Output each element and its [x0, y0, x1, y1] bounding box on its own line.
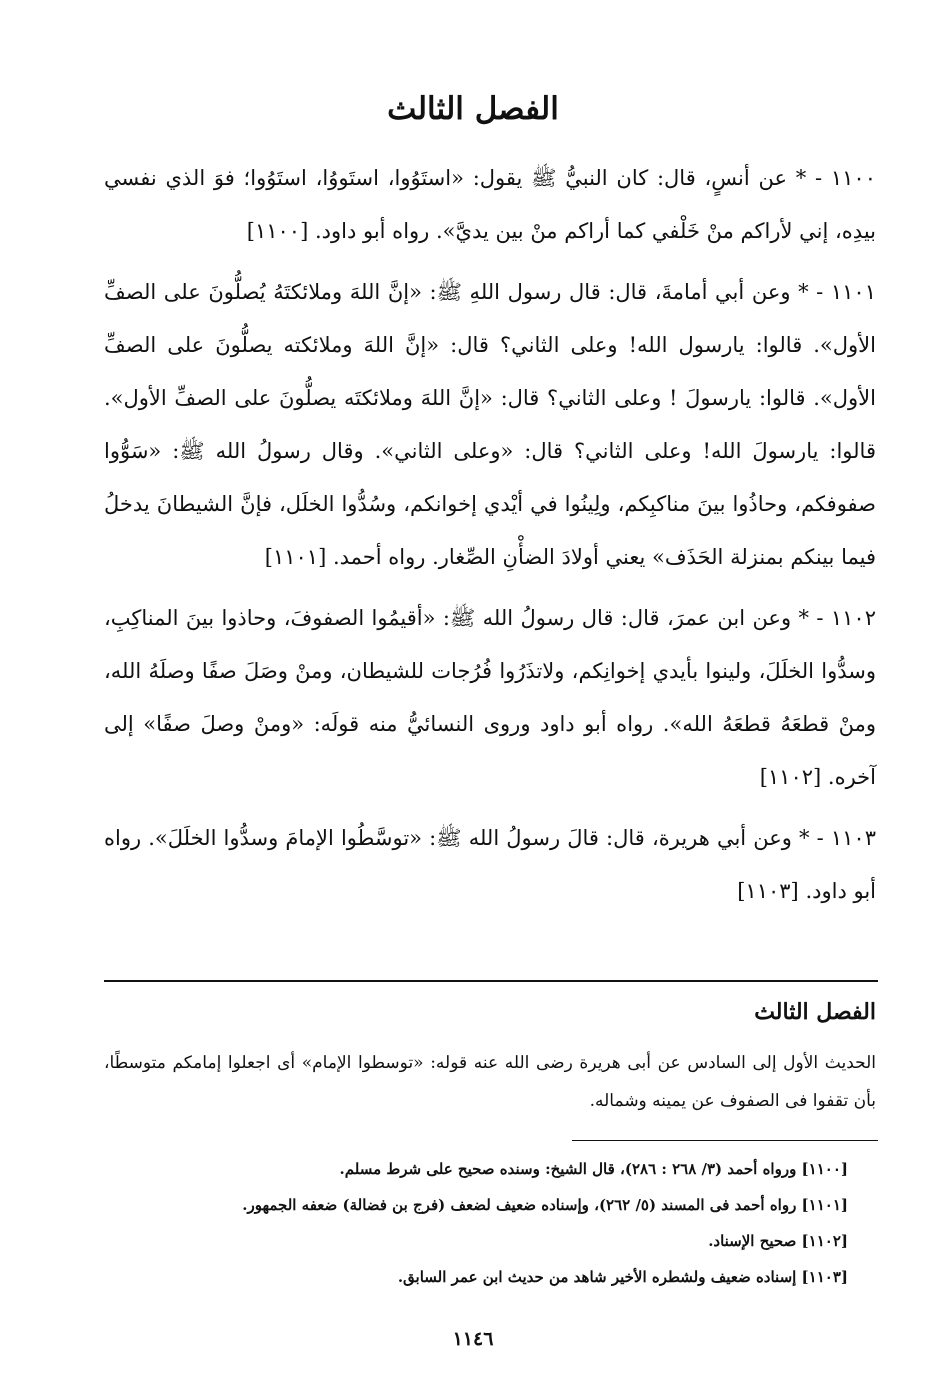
hadith-1100 [104, 152, 876, 258]
hadith-text: ١١٠١ - * وعن أبي أمامةَ، قال: قال رسول اللهِ ﷺ: «إنَّ اللهَ وملائكتَهُ يُصلُّونَ على الصفِّ الأول». قالوا: يارسول الله! وعلى الثاني؟ قال: «إنَّ اللهَ وملائكته يصلُّونَ على الصفِّ الأول». قالوا: يارسولَ ! وعلى الثاني؟ قال: «إنَّ اللهَ وملائكتَه يصلُّونَ على الصفِّ الأول». قالوا: يارسولَ الله! وعلى الثاني؟ قال: «وعلى الثاني». وقال رسولُ الله ﷺ: «سَوُّوا صفوفكم، وحاذُوا بينَ مناكبِكم، ولِينُوا في أيْدي إخوانكم، وسُدُّوا الخلَل، فإنَّ الشيطانَ يدخلُ فيما بينكم بمنزلة الحَذَف» يعني أولادَ الضأْنِ الصِّغار. رواه أحمد. [104, 280, 876, 569]
commentary-title: الفصل الثالث [754, 999, 876, 1025]
footnote-divider [572, 1140, 878, 1141]
hadith-1102 [104, 592, 876, 804]
footnote-1102: [١١٠٢] صحيح الإسناد. [708, 1232, 848, 1250]
hadith-reference: [١١٠١] [264, 545, 327, 569]
hadith-text: ١١٠٣ - * وعن أبي هريرة، قال: قالَ رسولُ الله ﷺ: «توسَّطُوا الإمامَ وسدُّوا الخلَلَ». رواه أبو داود. [104, 826, 876, 903]
footnotes-list [104, 1151, 848, 1295]
hadith-section [104, 152, 876, 926]
hadith-1103 [104, 812, 876, 918]
commentary-text: الحديث الأول إلى السادس عن أبى هريرة رضى الله عنه قوله: «توسطوا الإمام» أى اجعلوا إمامكم متوسطًا، بأن تقفوا فى الصفوف عن يمينه وشماله. [104, 1053, 876, 1111]
hadith-reference: [١١٠٠] [246, 219, 309, 243]
footnote-1100: [١١٠٠] ورواه أحمد (٣/ ٢٦٨ : ٢٨٦)، قال الشيخ: وسنده صحيح على شرط مسلم. [339, 1160, 848, 1178]
footnote-1103: [١١٠٣] إسناده ضعيف ولشطره الأخير شاهد من حديث ابن عمر السابق. [397, 1268, 848, 1286]
page-number: ١١٤٦ [452, 1328, 494, 1350]
hadith-text: ١١٠٢ - * وعن ابن عمرَ، قال: قال رسولُ الله ﷺ: «أقيمُوا الصفوفَ، وحاذوا بينَ المناكِبِ، وسدُّوا الخلَلَ، ولينوا بأيدي إخوانِكم، ولاتذَرُوا فُرُجات للشيطان، ومنْ وصَلَ صفًا وصلَهُ الله، ومنْ قطعَهُ قطعَهُ الله». رواه أبو داود وروى النسائيُّ منه قولَه: «ومنْ وصلَ صفًا» إلى آخره. [104, 606, 876, 789]
section-divider [104, 980, 878, 982]
hadith-reference: [١١٠٢] [759, 765, 822, 789]
hadith-reference: [١١٠٣] [737, 879, 799, 903]
hadith-1101 [104, 266, 876, 584]
chapter-title: الفصل الثالث [387, 91, 559, 127]
hadith-text: ١١٠٠ - * عن أنسٍ، قال: كان النبيُّ ﷺ يقول: «استَوُوا، استَووُا، استَوُوا؛ فوَ الذي نفسي بيدِه، إني لأراكم منْ خَلْفي كما أراكم منْ بين يديَّ». رواه أبو داود. [104, 166, 876, 243]
footnote-1101: [١١٠١] رواه أحمد فى المسند (٥/ ٢٦٢)، وإسناده ضعيف لضعف (فرج بن فضالة) ضعفه الجمهور. [242, 1196, 848, 1214]
